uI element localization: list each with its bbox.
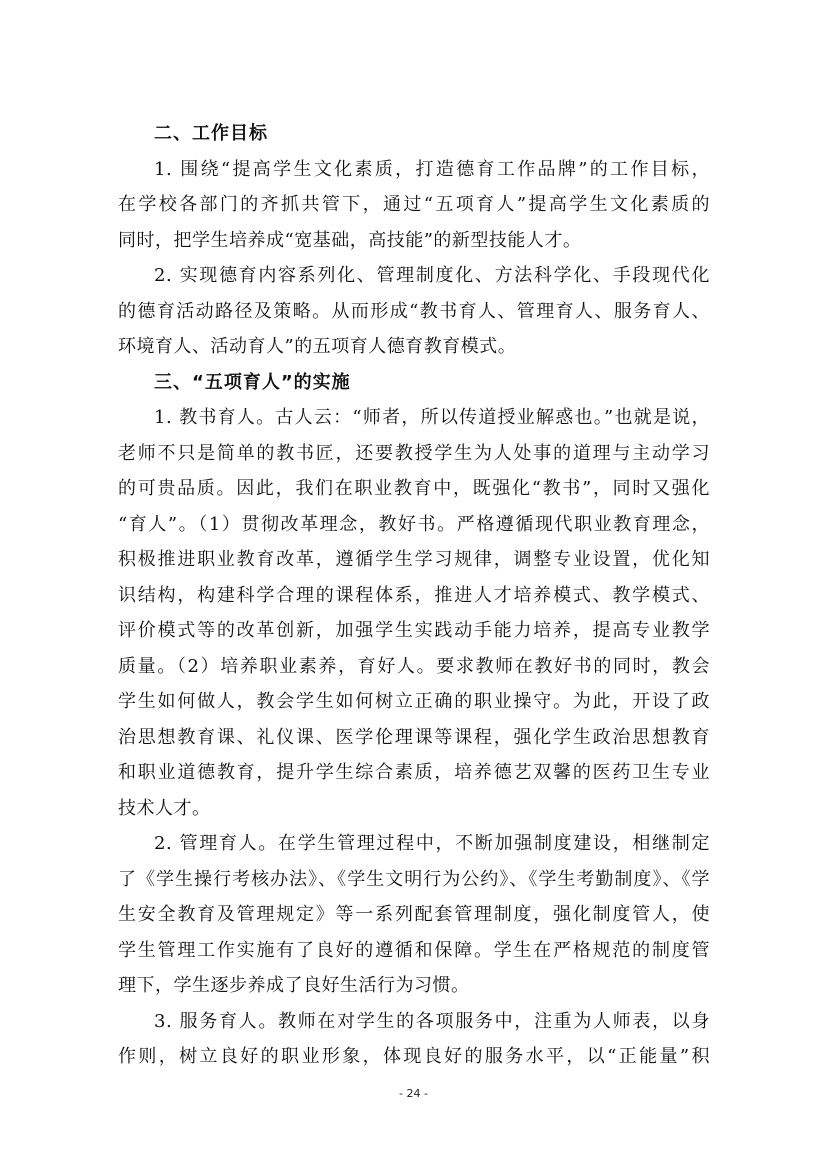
section-heading-work-goals: 二、工作目标: [154, 123, 268, 144]
text-line: 3. 服务育人。教师在对学生的各项服务中，注重为人师表，以身: [154, 1010, 710, 1032]
text-line: 2. 管理育人。在学生管理过程中，不断加强制度建设，相继制定: [154, 833, 710, 854]
text-line: 学生如何做人，教会学生如何树立正确的职业操守。为此，开设了政: [118, 691, 710, 712]
text-line: 的可贵品质。因此，我们在职业教育中，既强化“教书”，同时又强化: [118, 478, 710, 499]
text-line: 学生管理工作实施有了良好的遵循和保障。学生在严格规范的制度管: [118, 939, 710, 961]
text-line: 1. 教书育人。古人云：“师者，所以传道授业解惑也。”也就是说，: [154, 407, 710, 428]
document-body: [118, 116, 710, 1075]
text-line: 质量。（2）培养职业素养，育好人。要求教师在教好书的同时，教会: [118, 655, 710, 677]
text-line: 识结构，构建科学合理的课程体系，推进人才培养模式、教学模式、: [118, 584, 710, 606]
text-line: 老师不只是简单的教书匠，还要教授学生为人处事的道理与主动学习: [118, 442, 710, 464]
text-line: 环境育人、活动育人”的五项育人德育教育模式。: [118, 336, 517, 357]
text-line: 生安全教育及管理规定》等一系列配套管理制度，强化制度管人，使: [118, 904, 710, 925]
paragraph-teaching: [118, 400, 710, 826]
text-line: 技术人才。: [118, 797, 211, 819]
text-line: 理下，学生逐步养成了良好生活行为习惯。: [118, 975, 470, 996]
text-line: 作则，树立良好的职业形象，体现良好的服务水平，以“正能量”积: [118, 1046, 710, 1067]
text-line: 治思想教育课、礼仪课、医学伦理课等课程，强化学生政治思想教育: [118, 726, 710, 748]
text-line: 同时，把学生培养成“宽基础，高技能”的新型技能人才。: [118, 229, 582, 251]
text-line: 评价模式等的改革创新，加强学生实践动手能力培养，提高专业教学: [118, 620, 710, 641]
text-line: 1. 围绕“提高学生文化素质，打造德育工作品牌”的工作目标，: [154, 158, 710, 180]
text-line: 和职业道德教育，提升学生综合素质，培养德艺双馨的医药卫生专业: [118, 762, 710, 783]
paragraph-service: [118, 1004, 710, 1075]
text-line: 了《学生操行考核办法》、《学生文明行为公约》、《学生考勤制度》、《学: [118, 868, 710, 890]
paragraph-management: [118, 826, 710, 1004]
text-line: 积极推进职业教育改革，遵循学生学习规律，调整专业设置，优化知: [118, 549, 710, 570]
paragraph-goal-1: [118, 152, 710, 259]
paragraph-goal-2: [118, 258, 710, 365]
text-line: “育人”。（1）贯彻改革理念，教好书。严格遵循现代职业教育理念，: [118, 513, 710, 535]
page-number: - 24 -: [399, 1087, 428, 1100]
section-heading-implementation: 三、“五项育人”的实施: [154, 371, 351, 393]
text-line: 在学校各部门的齐抓共管下，通过“五项育人”提高学生文化素质的: [118, 194, 710, 215]
text-line: 的德育活动路径及策略。从而形成“教书育人、管理育人、服务育人、: [118, 300, 710, 322]
text-line: 2. 实现德育内容系列化、管理制度化、方法科学化、手段现代化: [154, 265, 710, 286]
